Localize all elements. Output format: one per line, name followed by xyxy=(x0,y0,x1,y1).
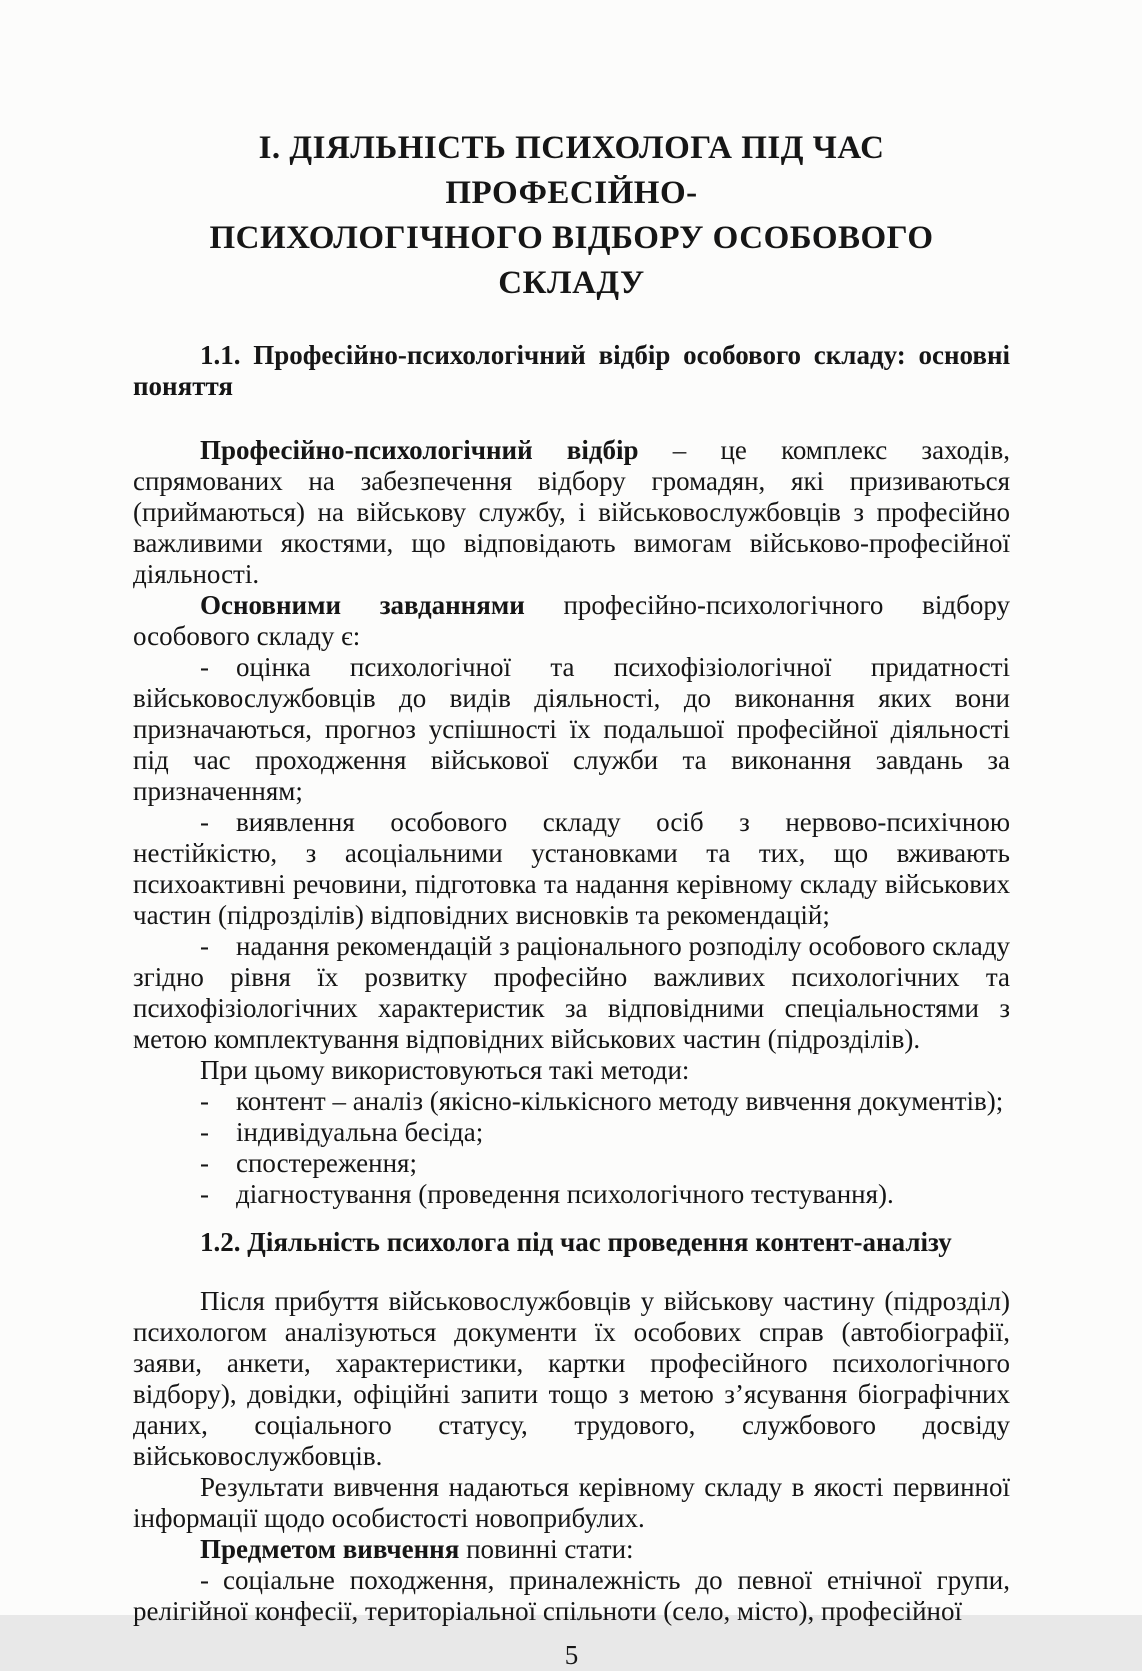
paragraph-tasks-intro xyxy=(133,590,1010,652)
page-number: 5 xyxy=(564,1640,579,1670)
paragraph-results: Результати вивчення надаються керівному складу в якості первинної інформації щодо особистості новоприбулих. xyxy=(133,1472,1010,1533)
list-item-text: оцінка психологічної та психофізіологічної придатності військовослужбовців до видів діяльності, до виконання яких вони призначаються, прогноз успішності їх подальшої професійної діяльності під час проходження військової служби та виконання завдань за призначенням; xyxy=(133,652,1010,806)
list-item-method-1 xyxy=(133,1086,1010,1117)
list-item-method-3 xyxy=(133,1148,1010,1179)
list-item-text: спостереження; xyxy=(236,1148,417,1178)
list-marker: - xyxy=(200,931,209,961)
list-item-text: діагностування (проведення психологічного тестування). xyxy=(236,1179,894,1209)
list-item-method-4 xyxy=(133,1179,1010,1210)
list-marker: - xyxy=(200,1179,209,1209)
document-title-line-1: І. ДІЯЛЬНІСТЬ ПСИХОЛОГА ПІД ЧАС ПРОФЕСІЙНО- xyxy=(258,130,885,211)
subject-text: повинні стати: xyxy=(459,1534,634,1564)
paragraph-subject-intro xyxy=(133,1534,1010,1565)
list-marker: - xyxy=(200,1565,209,1595)
paragraph-definition xyxy=(133,435,1010,590)
paragraph-content-analysis: Після прибуття військовослужбовців у військову частину (підрозділ) психологом аналізуються документи їх особових справ (автобіографії, заяви, анкети, характеристики, картки професійного психологічного відбору), довідки, офіційні запити тощо з метою з’ясування біографічних даних, соціального статусу, трудового, службового досвіду військовослужбовців. xyxy=(133,1286,1010,1471)
list-marker: - xyxy=(200,652,209,682)
section-1-2-heading: 1.2. Діяльність психолога під час проведення контент-аналізу xyxy=(200,1227,952,1257)
list-item-text: соціальне походження, приналежність до певної етнічної групи, релігійної конфесії, територіальної спільноти (село, місто), професійної xyxy=(133,1565,1010,1626)
list-marker: - xyxy=(200,1086,209,1116)
tasks-intro-term: Основними завданнями xyxy=(200,590,525,620)
document-title xyxy=(133,126,1010,306)
definition-text: – це комплекс заходів, спрямованих на забезпечення відбору громадян, які призиваються (приймаються) на військову службу, і військовослужбовців з професійно важливими якостями, що відповідають вимогам військово-професійної діяльності. xyxy=(133,435,1010,589)
list-item-method-2 xyxy=(133,1117,1010,1148)
section-1-1-heading: 1.1. Професійно-психологічний відбір особового складу: основні поняття xyxy=(133,340,1010,401)
tasks-intro-text: професійно-психологічного відбору особового складу є: xyxy=(133,590,1010,651)
paragraph-methods-intro: При цьому використовуються такі методи: xyxy=(200,1055,690,1085)
list-marker: - xyxy=(200,807,209,837)
definition-term: Професійно-психологічний відбір xyxy=(200,435,639,465)
list-item-text: надання рекомендацій з раціонального розподілу особового складу згідно рівня їх розвитку професійно важливих психологічних та психофізіологічних характеристик за відповідними спеціальностями з метою комплектування відповідних військових частин (підрозділів). xyxy=(133,931,1010,1054)
list-item-task-2 xyxy=(133,807,1010,931)
list-item-task-1 xyxy=(133,652,1010,807)
subject-term: Предметом вивчення xyxy=(200,1534,460,1564)
list-item-text: контент – аналіз (якісно-кількісного методу вивчення документів); xyxy=(236,1086,1004,1116)
page-content xyxy=(133,0,1010,1671)
document-title-line-2: ПСИХОЛОГІЧНОГО ВІДБОРУ ОСОБОВОГО СКЛАДУ xyxy=(209,220,934,301)
list-item-subject-1 xyxy=(133,1565,1010,1627)
list-item-task-3 xyxy=(133,931,1010,1055)
list-item-text: індивідуальна бесіда; xyxy=(236,1117,484,1147)
list-marker: - xyxy=(200,1117,209,1147)
list-marker: - xyxy=(200,1148,209,1178)
list-item-text: виявлення особового складу осіб з нервово-психічною нестійкістю, з асоціальними установками та тих, що вживають психоактивні речовини, підготовка та надання керівному складу військових частин (підрозділів) відповідних висновків та рекомендацій; xyxy=(133,807,1010,930)
